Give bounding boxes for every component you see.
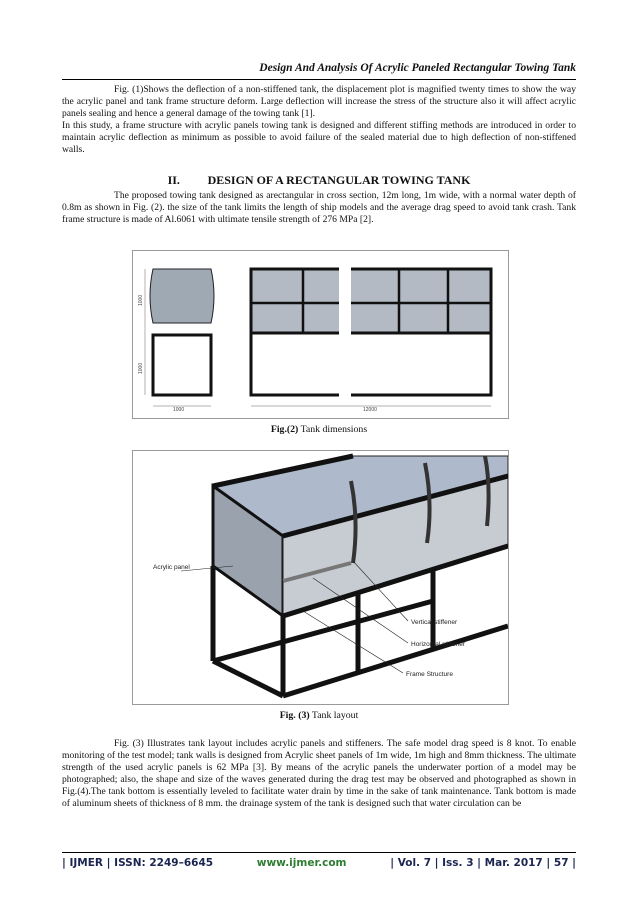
section-heading <box>62 173 576 188</box>
figure-2-caption-text: Tank dimensions <box>298 424 368 435</box>
tank-layout-drawing <box>133 451 508 704</box>
dim-height-top: 1000 <box>138 294 144 306</box>
intro-text <box>62 84 576 157</box>
header-divider <box>62 79 576 80</box>
tank-dimensions-drawing <box>133 251 508 418</box>
running-header: Design And Analysis Of Acrylic Paneled Rectangular Towing Tank <box>259 62 576 74</box>
label-acrylic-panel: Acrylic panel <box>153 564 190 571</box>
label-frame-structure: Frame Structure <box>406 671 453 678</box>
footer-issue: | Vol. 7 | Iss. 3 | Mar. 2017 | 57 | <box>390 857 576 869</box>
section-text <box>62 190 576 226</box>
label-horizontal-stiffener: Horizontal stiffener <box>411 641 466 648</box>
section-number: II. <box>167 173 180 187</box>
figure-3-label: Fig. (3) <box>279 710 310 721</box>
paragraph-3: The proposed towing tank designed as arectangular in cross section, 12m long, 1m wide, with a normal water depth of 0.8m as shown in Fig. (2). the size of the tank limits the length of ship models and the average drag speed to avoid tank crash. Tank frame structure is made of Al.6061 with ultimate tensile strength of 276 MPa [2]. <box>62 190 576 226</box>
figure-2-caption <box>62 424 576 435</box>
page-footer <box>62 857 576 869</box>
figure-2-label: Fig.(2) <box>270 424 299 435</box>
label-vertical-stiffener: Vertical stiffener <box>411 619 458 626</box>
tank-side-view <box>138 269 214 413</box>
dim-height-bottom: 1000 <box>138 362 144 374</box>
paragraph-4: Fig. (3) Illustrates tank layout includes acrylic panels and stiffeners. The safe model drag speed is 8 knot. To enable monitoring of the test model; tank walls is designed from Acrylic sheet panels of 1m wide, 1m high and 8mm thickness. The ultimate strength of the used acrylic panels is 62 MPa [3]. By means of the acrylic panels the underwater portion of a model may be photographed; also, the shape and size of the waves generated during the drag test may be observed and photographed as shown in Fig.(4).The tank bottom is essentially leveled to facilitate water drain by time in the sake of tank maintenance. Tank bottom is made of aluminum sheets of thickness of 8 mm. the drainage system of the tank is designed such that water circulation can be <box>62 738 576 810</box>
figure-3-caption <box>62 710 576 721</box>
section-title: DESIGN OF A RECTANGULAR TOWING TANK <box>207 173 471 187</box>
layout-text <box>62 738 576 811</box>
figure-2-image <box>132 250 509 419</box>
dim-width: 1000 <box>173 407 185 413</box>
figure-3-image <box>132 450 509 705</box>
footer-divider <box>62 852 576 853</box>
paragraph-2: In this study, a frame structure with acrylic panels towing tank is designed and different stiffing methods are introduced in order to maintain acrylic deflection as minimum as possible to avoid failure of the sealed material due to high deflection of non-stiffened walls. <box>62 120 576 156</box>
dim-length: 12000 <box>363 407 377 413</box>
figure-3-caption-text: Tank layout <box>309 710 359 721</box>
footer-journal: | IJMER | ISSN: 2249–6645 <box>62 857 214 869</box>
paragraph-1: Fig. (1)Shows the deflection of a non-stiffened tank, the displacement plot is magnified twenty times to show the way the acrylic panel and tank frame structure deform. Large deflection will increase the stress of the structure also it will affect acrylic panels sealing and hence a general damage of the towing tank [1]. <box>62 84 576 120</box>
footer-website-link[interactable]: www.ijmer.com <box>256 857 347 869</box>
tank-front-view <box>251 266 491 413</box>
